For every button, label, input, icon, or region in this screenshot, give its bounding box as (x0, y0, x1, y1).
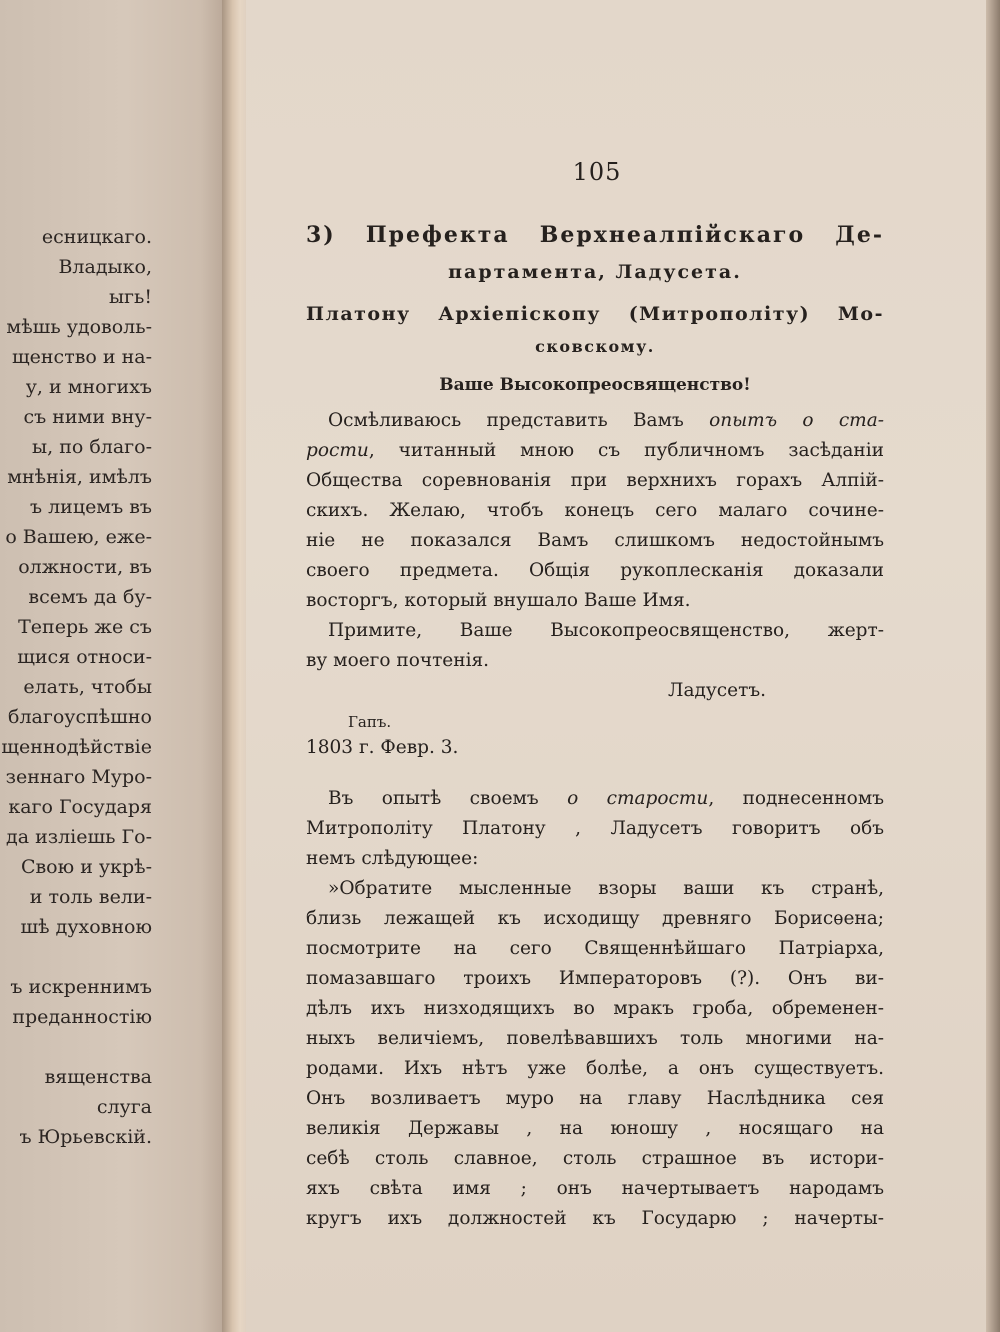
left-page-line: благоуспѣшно (8, 706, 152, 728)
left-page-line: ъ искреннимъ (10, 976, 152, 998)
addressee-line-2: сковскому. (535, 337, 655, 356)
left-page-line: есницкаго. (41, 226, 152, 248)
body-line: дѣлъ ихъ низходящихъ во мракъ гроба, обременен- (306, 998, 884, 1019)
left-page-line: ыгь! (108, 286, 152, 308)
left-page-line: о Вашею, еже- (5, 526, 152, 548)
left-page-line: мѣшь удоволь- (6, 316, 152, 338)
left-page-line: Свою и укрѣ- (20, 856, 152, 878)
date: 1803 г. Февр. 3. (306, 737, 459, 758)
letter-heading-line-2: партамента, Ладусета. (448, 261, 742, 283)
body-line: помазавшаго троихъ Императоровъ (?). Онъ ви- (306, 968, 884, 989)
left-page-line: олжности, въ (18, 556, 152, 578)
left-page-line: шѣ духовною (20, 916, 152, 938)
left-page-line: слуга (96, 1096, 152, 1118)
body-line: кругъ ихъ должностей къ Государю ; начерты- (306, 1208, 884, 1229)
body-line: родами. Ихъ нѣтъ уже болѣе, а онъ существуетъ. (306, 1058, 884, 1079)
left-page-line: ъ Юрьевскій. (19, 1126, 152, 1148)
left-page (0, 0, 228, 1332)
letter-line: ніе не показался Вамъ слишкомъ недостойнымъ (306, 530, 884, 551)
body-line: близь лежащей къ исходищу древняго Борисѳена; (306, 908, 884, 929)
left-page-line: вященства (44, 1066, 152, 1088)
addressee-line-1: Платону Архіепіскопу (Митрополіту) Мо- (306, 303, 884, 325)
left-page-line: зеннаго Муро- (5, 766, 152, 788)
body-line: великія Державы , на юношу , носящаго на (306, 1118, 884, 1139)
left-page-text (0, 222, 152, 1152)
left-page-line: у, и многихъ (25, 376, 152, 398)
letter-heading-line-1: 3) Префекта Верхнеалпійскаго Де- (306, 222, 884, 248)
body-line: Митрополіту Платону , Ладусетъ говоритъ объ (306, 818, 884, 839)
left-page-line: Теперь же съ (18, 616, 152, 638)
body-line: немъ слѣдующее: (306, 848, 479, 869)
left-page-line: каго Государя (8, 796, 152, 818)
letter-line: ву моего почтенія. (306, 650, 490, 671)
signature: Ладусетъ. (668, 680, 766, 701)
body-line: Въ опытѣ своемъ о старости, поднесенномъ (328, 788, 884, 809)
left-page-line: щеннодѣйствіе (1, 736, 152, 758)
left-page-line: мнѣнія, имѣлъ (7, 466, 152, 488)
body-line: »Обратите мысленные взоры ваши къ странѣ, (328, 878, 884, 899)
left-page-line: щенство и на- (11, 346, 152, 368)
left-page-line: преданностію (12, 1006, 152, 1028)
left-page-line: елать, чтобы (23, 676, 152, 698)
left-page-line: да излiешь Го- (6, 826, 152, 848)
body-line: ныхъ величіемъ, повелѣвавшихъ толь многими на- (306, 1028, 884, 1049)
left-page-line: ъ лицемъ въ (29, 496, 152, 518)
left-page-line: съ ними вну- (23, 406, 152, 428)
left-page-line: щися относи- (17, 646, 152, 668)
left-page-line (0, 942, 152, 972)
left-page-line: и толь вели- (29, 886, 152, 908)
page-number: 105 (572, 158, 622, 186)
letter-line: Примите, Ваше Высокопреосвященство, жерт- (328, 620, 884, 641)
letter-line: скихъ. Желаю, чтобъ конецъ сего малаго сочине- (306, 500, 884, 521)
body-line: посмотрите на сего Священнѣйшаго Патріарха, (306, 938, 884, 959)
body-line: Онъ возливаетъ муро на главу Наслѣдника сея (306, 1088, 884, 1109)
right-page-text (306, 158, 884, 1234)
body-line: яхъ свѣта имя ; онъ начертываетъ народамъ (306, 1178, 884, 1199)
place: Гапъ. (348, 713, 392, 731)
letter-line: Общества соревнованія при верхнихъ горахъ Алпій- (306, 470, 884, 491)
letter-line: восторгъ, который внушало Ваше Имя. (306, 590, 691, 611)
letter-line: Осмѣливаюсь представить Вамъ опытъ о ста- (328, 410, 885, 431)
left-page-line: Владыко, (58, 256, 152, 278)
letter-line: рости, читанный мною съ публичномъ засѣданіи (306, 440, 884, 461)
letter-line: своего предмета. Общія рукоплесканія доказали (306, 560, 884, 581)
page-edge (986, 0, 1000, 1332)
left-page-line: ы, по благо- (32, 436, 152, 458)
salutation: Ваше Высокопреосвященство! (439, 375, 751, 395)
left-page-line: всемъ да бу- (28, 586, 152, 608)
body-line: себѣ столь славное, столь страшное въ истори- (306, 1148, 884, 1169)
left-page-line (0, 1032, 152, 1062)
